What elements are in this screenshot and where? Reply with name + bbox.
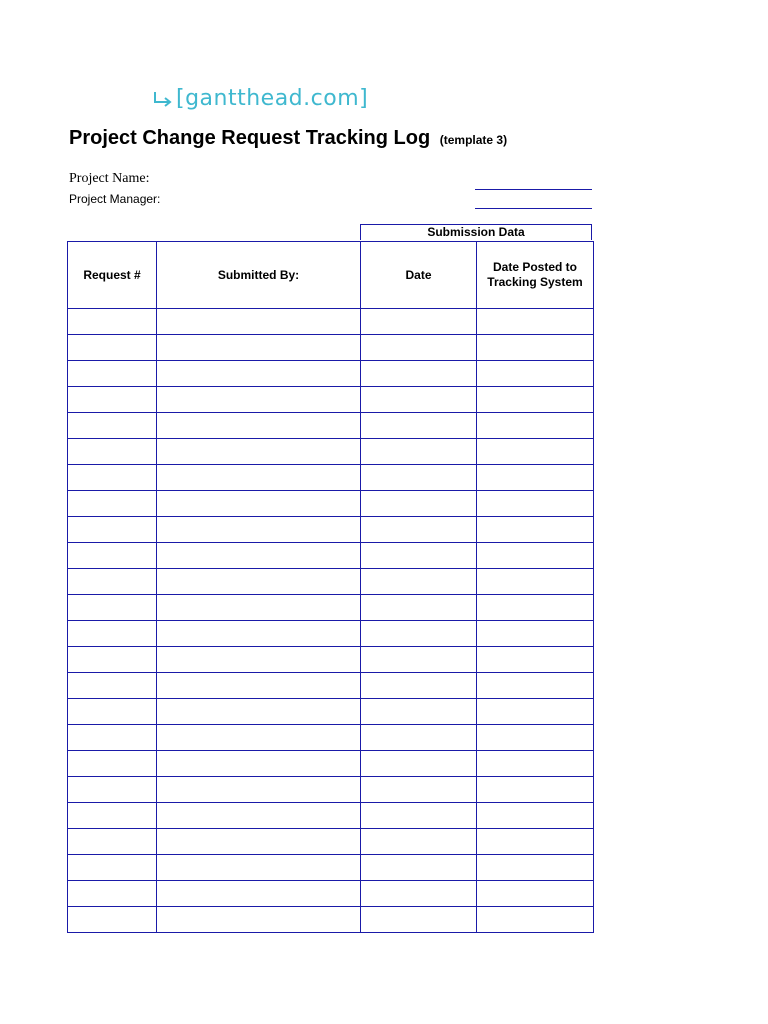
table-row	[68, 725, 594, 751]
table-row	[68, 673, 594, 699]
table-row	[68, 439, 594, 465]
table-cell[interactable]	[361, 595, 477, 621]
table-cell[interactable]	[68, 751, 157, 777]
table-cell[interactable]	[157, 309, 361, 335]
table-cell[interactable]	[157, 803, 361, 829]
table-cell[interactable]	[68, 881, 157, 907]
col-submitted-by: Submitted By:	[157, 242, 361, 309]
table-cell[interactable]	[477, 387, 594, 413]
table-cell[interactable]	[361, 777, 477, 803]
table-cell[interactable]	[157, 907, 361, 933]
table-row	[68, 621, 594, 647]
table-cell[interactable]	[157, 751, 361, 777]
table-cell[interactable]	[157, 361, 361, 387]
table-cell[interactable]	[361, 361, 477, 387]
table-row	[68, 335, 594, 361]
table-cell[interactable]	[477, 803, 594, 829]
table-row	[68, 309, 594, 335]
title-main: Project Change Request Tracking Log	[69, 127, 431, 149]
table-cell[interactable]	[477, 361, 594, 387]
table-cell[interactable]	[68, 569, 157, 595]
table-row	[68, 647, 594, 673]
table-cell[interactable]	[157, 621, 361, 647]
table-header-row	[68, 242, 594, 309]
table-row	[68, 361, 594, 387]
table-cell[interactable]	[157, 465, 361, 491]
table-cell[interactable]	[68, 439, 157, 465]
table-cell[interactable]	[361, 907, 477, 933]
table-row	[68, 881, 594, 907]
table-cell[interactable]	[68, 725, 157, 751]
table-row	[68, 907, 594, 933]
table-cell[interactable]	[477, 335, 594, 361]
table-cell[interactable]	[477, 751, 594, 777]
table-cell[interactable]	[361, 491, 477, 517]
table-cell[interactable]	[68, 387, 157, 413]
table-cell[interactable]	[361, 881, 477, 907]
table-cell[interactable]	[68, 309, 157, 335]
table-row	[68, 803, 594, 829]
table-cell[interactable]	[361, 465, 477, 491]
table-row	[68, 569, 594, 595]
table-cell[interactable]	[68, 413, 157, 439]
table-cell[interactable]	[361, 413, 477, 439]
table-cell[interactable]	[477, 465, 594, 491]
table-cell[interactable]	[477, 855, 594, 881]
table-cell[interactable]	[361, 699, 477, 725]
table-cell[interactable]	[361, 829, 477, 855]
table-cell[interactable]	[157, 881, 361, 907]
project-name-field[interactable]	[475, 189, 592, 190]
table-cell[interactable]	[361, 855, 477, 881]
table-cell[interactable]	[361, 439, 477, 465]
table-cell[interactable]	[157, 335, 361, 361]
table-cell[interactable]	[361, 725, 477, 751]
table-cell[interactable]	[477, 595, 594, 621]
table-cell[interactable]	[361, 569, 477, 595]
table-cell[interactable]	[361, 517, 477, 543]
table-cell[interactable]	[477, 777, 594, 803]
table-row	[68, 491, 594, 517]
table-cell[interactable]	[157, 829, 361, 855]
table-row	[68, 543, 594, 569]
table-cell[interactable]	[157, 543, 361, 569]
table-cell[interactable]	[477, 413, 594, 439]
table-cell[interactable]	[157, 439, 361, 465]
table-row	[68, 829, 594, 855]
submission-data-header: Submission Data	[360, 224, 592, 240]
table-row	[68, 751, 594, 777]
table-cell[interactable]	[361, 621, 477, 647]
table-cell[interactable]	[68, 777, 157, 803]
table-cell[interactable]	[68, 335, 157, 361]
table-cell[interactable]	[68, 803, 157, 829]
table-cell[interactable]	[477, 647, 594, 673]
table-cell[interactable]	[68, 595, 157, 621]
table-cell[interactable]	[68, 647, 157, 673]
table-cell[interactable]	[68, 491, 157, 517]
table-row	[68, 465, 594, 491]
project-name-label: Project Name:	[69, 171, 150, 186]
table-cell[interactable]	[361, 647, 477, 673]
table-row	[68, 517, 594, 543]
table-row	[68, 699, 594, 725]
logo-text: [gantthead.com]	[176, 86, 369, 111]
table-cell[interactable]	[477, 309, 594, 335]
table-cell[interactable]	[477, 673, 594, 699]
col-request-number: Request #	[68, 242, 157, 309]
table-cell[interactable]	[68, 465, 157, 491]
table-cell[interactable]	[477, 907, 594, 933]
table-cell[interactable]	[157, 647, 361, 673]
table-cell[interactable]	[477, 439, 594, 465]
table-cell[interactable]	[477, 517, 594, 543]
corner-arrow-icon	[152, 89, 174, 109]
table-cell[interactable]	[477, 699, 594, 725]
table-cell[interactable]	[68, 621, 157, 647]
table-cell[interactable]	[477, 829, 594, 855]
page-title	[69, 126, 507, 152]
table-cell[interactable]	[157, 387, 361, 413]
table-cell[interactable]	[361, 751, 477, 777]
table-cell[interactable]	[68, 855, 157, 881]
table-cell[interactable]	[157, 413, 361, 439]
table-cell[interactable]	[361, 309, 477, 335]
table-cell[interactable]	[477, 881, 594, 907]
table-cell[interactable]	[361, 335, 477, 361]
table-cell[interactable]	[157, 777, 361, 803]
title-sub: (template 3)	[439, 133, 508, 147]
table-cell[interactable]	[361, 387, 477, 413]
table-row	[68, 855, 594, 881]
table-cell[interactable]	[157, 569, 361, 595]
col-date-posted: Date Posted to Tracking System	[477, 242, 594, 309]
table-row	[68, 595, 594, 621]
table-cell[interactable]	[477, 543, 594, 569]
project-manager-label: Project Manager:	[69, 192, 161, 206]
table-cell[interactable]	[68, 517, 157, 543]
table-cell[interactable]	[157, 517, 361, 543]
table-cell[interactable]	[157, 595, 361, 621]
table-cell[interactable]	[477, 725, 594, 751]
table-row	[68, 387, 594, 413]
table-cell[interactable]	[157, 855, 361, 881]
table-cell[interactable]	[477, 621, 594, 647]
table-cell[interactable]	[157, 699, 361, 725]
table-cell[interactable]	[68, 543, 157, 569]
table-cell[interactable]	[361, 543, 477, 569]
table-cell[interactable]	[361, 673, 477, 699]
table-row	[68, 777, 594, 803]
table-row	[68, 413, 594, 439]
table-cell[interactable]	[68, 361, 157, 387]
table-cell[interactable]	[157, 725, 361, 751]
table-cell[interactable]	[477, 491, 594, 517]
table-cell[interactable]	[157, 491, 361, 517]
table-cell[interactable]	[477, 569, 594, 595]
table-cell[interactable]	[361, 803, 477, 829]
table-cell[interactable]	[68, 699, 157, 725]
project-manager-field[interactable]	[475, 208, 592, 209]
table-cell[interactable]	[68, 673, 157, 699]
change-request-table	[67, 241, 594, 933]
gantthead-logo	[152, 86, 368, 112]
table-cell[interactable]	[157, 673, 361, 699]
table-body	[68, 309, 594, 933]
table-cell[interactable]	[68, 907, 157, 933]
col-date: Date	[361, 242, 477, 309]
table-cell[interactable]	[68, 829, 157, 855]
